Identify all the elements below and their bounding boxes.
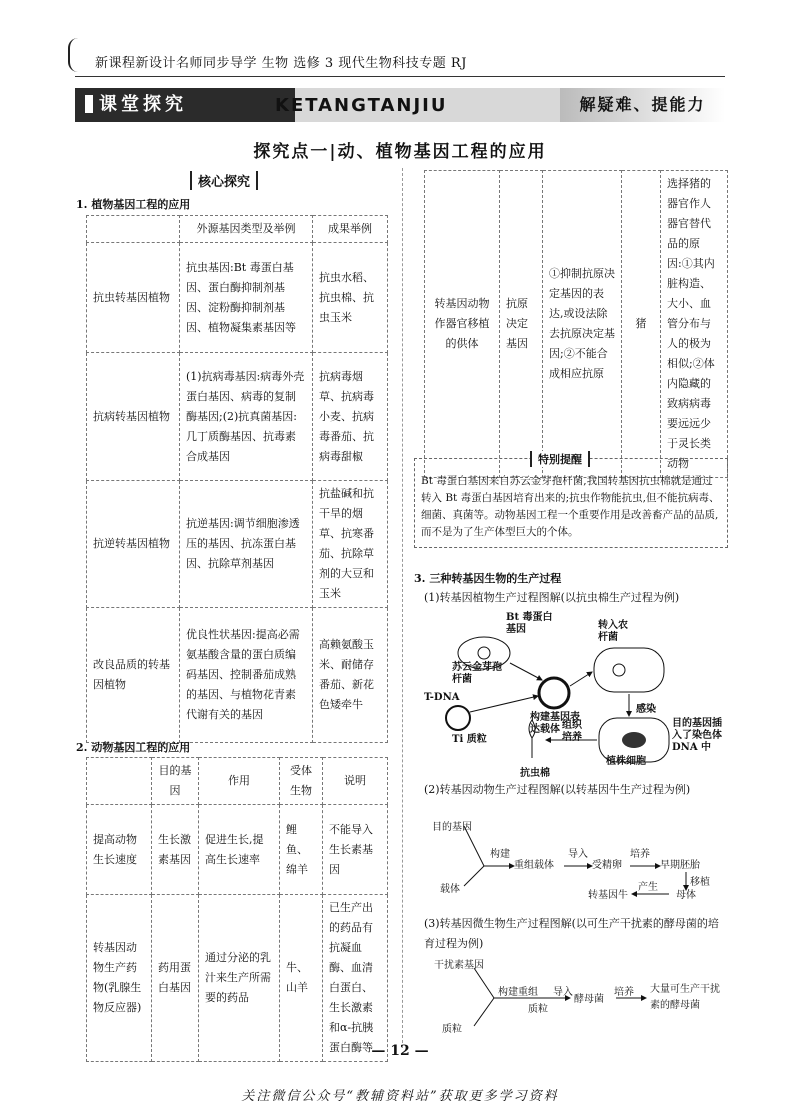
table-row: [87, 608, 388, 743]
table-row: [87, 805, 388, 895]
ti-plasmid: [446, 706, 470, 730]
table-header-row: [87, 216, 388, 243]
section-subtitle: 核心探究: [190, 171, 258, 190]
table-header: 说明: [323, 758, 388, 805]
table-row: [87, 243, 388, 353]
section-title: 探究点一|动、植物基因工程的应用: [253, 142, 547, 162]
label-ti: Ti 质粒: [452, 734, 487, 745]
table-cell: 提高动物生长速度: [87, 805, 152, 895]
connector: [474, 998, 494, 1026]
table-cell: 已生产出的药品有抗凝血酶、血清白蛋白、生长激素和α-抗胰蛋白酶等: [323, 895, 388, 1062]
animal-table-continued: [424, 170, 728, 478]
arrow: [470, 696, 538, 712]
label-egg: 受精卵: [592, 860, 622, 871]
label-plasmid-mid: 质粒: [528, 1004, 548, 1015]
table-cell: 高赖氨酸玉米、耐储存番茄、新花色矮牵牛: [313, 608, 388, 743]
label-vector2: 载体: [440, 884, 460, 895]
arrow: [510, 663, 542, 680]
agrobacterium-cell: [594, 648, 664, 692]
column-divider: [402, 168, 403, 1048]
table-cell: 通过分泌的乳汁来生产所需要的药品: [199, 895, 280, 1062]
table-header: 外源基因类型及举例: [180, 216, 313, 243]
table-cell: (1)抗病毒基因:病毒外壳蛋白基因、病毒的复制酶基因;(2)抗真菌基因:几丁质酶基因、抗毒素合成基因: [180, 353, 313, 481]
label-tissue: 组织培养: [562, 720, 582, 743]
label-cow: 转基因牛: [588, 890, 628, 901]
animal-table: [86, 757, 388, 1062]
table-cell: 选择猪的器官作人器官替代品的原因:①其内脏构造、大小、血管分布与人的极为相似;②体内隐藏的致病病毒要远远少于灵长类动物: [661, 171, 728, 478]
table-cell: 改良品质的转基因植物: [87, 608, 180, 743]
label-ifn-gene: 干扰素基因: [434, 960, 484, 971]
table-cell: 牛、山羊: [280, 895, 323, 1062]
banner-square-icon: [85, 95, 93, 113]
arrow: [570, 672, 592, 686]
label-agro: 转入农杆菌: [598, 620, 628, 643]
table-cell: 鲤鱼、绵羊: [280, 805, 323, 895]
banner-english: KETANGTANJIU: [275, 95, 448, 116]
table-cell: 抗盐碱和抗干旱的烟草、抗寒番茄、抗除草剂的大豆和玉米: [313, 481, 388, 608]
plant-cell-nucleus: [622, 732, 646, 748]
table-cell: ①抑制抗原决定基因的表达,或设法除去抗原决定基因;②不能合成相应抗原: [543, 171, 622, 478]
agro-plasmid: [613, 664, 625, 676]
label-plasmid: 质粒: [442, 1024, 462, 1035]
table-cell: 抗原决定基因: [500, 171, 543, 478]
table-cell: 优良性状基因:提高必需氨基酸含量的蛋白质编码基因、控制番茄成熟的基因、与植物花青素代谢有关的基因: [180, 608, 313, 743]
table-header: [87, 216, 180, 243]
table-header: 作用: [199, 758, 280, 805]
label-import: 导入: [568, 849, 588, 860]
label-plantcell: 植株细胞: [606, 756, 646, 767]
table-cell: 不能导入生长素基因: [323, 805, 388, 895]
table-header: 成果举例: [313, 216, 388, 243]
label-bt: Bt 毒蛋白基因: [506, 612, 553, 635]
table-cell: 促进生长,提高生长速率: [199, 805, 280, 895]
label-import2: 导入: [553, 987, 573, 998]
table-cell: 抗逆基因:调节细胞渗透压的基因、抗冻蛋白基因、抗除草剂基因: [180, 481, 313, 608]
table-cell: 抗逆转基因植物: [87, 481, 180, 608]
special-note-text: Bt 毒蛋白基因来自苏云金芽孢杆菌,我国转基因抗虫棉就是通过转入 Bt 毒蛋白基因培育出来的;抗虫作物能抗虫,但不能抗病毒、细菌、真菌等。动物基因工程一个重要作用是改善畜产品的品质,而不是为了生产体型巨大的个体。: [421, 475, 720, 538]
label-build2: 构建重组: [498, 987, 538, 998]
label-mother: 母体: [676, 890, 696, 901]
footer-note: 关注微信公众号“教辅资料站”获取更多学习资料: [241, 1089, 559, 1104]
table-cell: 猪: [622, 171, 661, 478]
banner-left-label: 课堂探究: [99, 94, 187, 115]
special-note-title: 特别提醒: [530, 451, 590, 467]
label-vector: 构建基因表达载体: [530, 712, 580, 735]
animal-heading: 2. 动物基因工程的应用: [76, 741, 191, 754]
table-cell: 抗虫水稻、抗虫棉、抗虫玉米: [313, 243, 388, 353]
process-heading: 3. 三种转基因生物的生产过程: [414, 572, 562, 585]
label-infect: 感染: [636, 704, 656, 715]
label-build: 构建: [490, 849, 510, 860]
table-header: [87, 758, 152, 805]
label-bacterium: 苏云金芽孢杆菌: [452, 662, 502, 685]
table-header-row: [87, 758, 388, 805]
process-p3: (3)转基因微生物生产过程图解(以可生产干扰素的酵母菌的培育过程为例): [424, 917, 719, 950]
table-row: [87, 895, 388, 1062]
banner-right: 解疑难、提能力: [560, 88, 725, 122]
expression-vector: [539, 678, 569, 708]
table-cell: 药用蛋白基因: [152, 895, 199, 1062]
label-birth: 产生: [638, 882, 658, 893]
page-number: — 12 —: [371, 1043, 429, 1059]
label-culture2: 培养: [614, 987, 634, 998]
label-culture: 培养: [630, 849, 650, 860]
label-embryo: 早期胚胎: [660, 860, 700, 871]
connector: [464, 866, 484, 886]
table-header: 目的基因: [152, 758, 199, 805]
table-row: [87, 353, 388, 481]
process-p1: (1)转基因植物生产过程图解(以抗虫棉生产过程为例): [424, 591, 680, 604]
table-cell: 抗病转基因植物: [87, 353, 180, 481]
plant-table: [86, 215, 388, 743]
process-p2: (2)转基因动物生产过程图解(以转基因牛生产过程为例): [424, 783, 691, 796]
table-cell: 生长激素基因: [152, 805, 199, 895]
table-cell: 抗虫转基因植物: [87, 243, 180, 353]
table-row: [87, 481, 388, 608]
table-cell: 抗病毒烟草、抗病毒小麦、抗病毒番茄、抗病毒甜椒: [313, 353, 388, 481]
table-cell: 转基因动物生产药物(乳腺生物反应器): [87, 895, 152, 1062]
label-result: 大量可生产干扰素的酵母菌: [650, 984, 720, 1011]
label-insert: 目的基因插入了染色体 DNA 中: [672, 718, 722, 753]
banner-left: [75, 88, 295, 122]
label-cotton: 抗虫棉: [520, 768, 550, 779]
special-note: [414, 458, 728, 548]
label-gene: 目的基因: [432, 822, 472, 833]
table-cell: 抗虫基因:Bt 毒蛋白基因、蛋白酶抑制剂基因、淀粉酶抑制剂基因、植物凝集素基因等: [180, 243, 313, 353]
book-title: 新课程新设计名师同步导学 生物 选修 3 现代生物科技专题 RJ: [95, 56, 467, 71]
label-transfer: 移植: [690, 877, 710, 888]
plant-heading: 1. 植物基因工程的应用: [76, 198, 191, 211]
table-header: 受体生物: [280, 758, 323, 805]
table-cell: 转基因动物作器官移植的供体: [425, 171, 500, 478]
header-rule: [75, 76, 725, 77]
label-tdna: T-DNA: [424, 692, 460, 703]
label-recomb: 重组载体: [514, 860, 554, 871]
table-row: [425, 171, 728, 478]
bacterium-plasmid: [478, 647, 490, 659]
label-yeast: 酵母菌: [574, 994, 604, 1005]
header-brace: [68, 38, 80, 72]
